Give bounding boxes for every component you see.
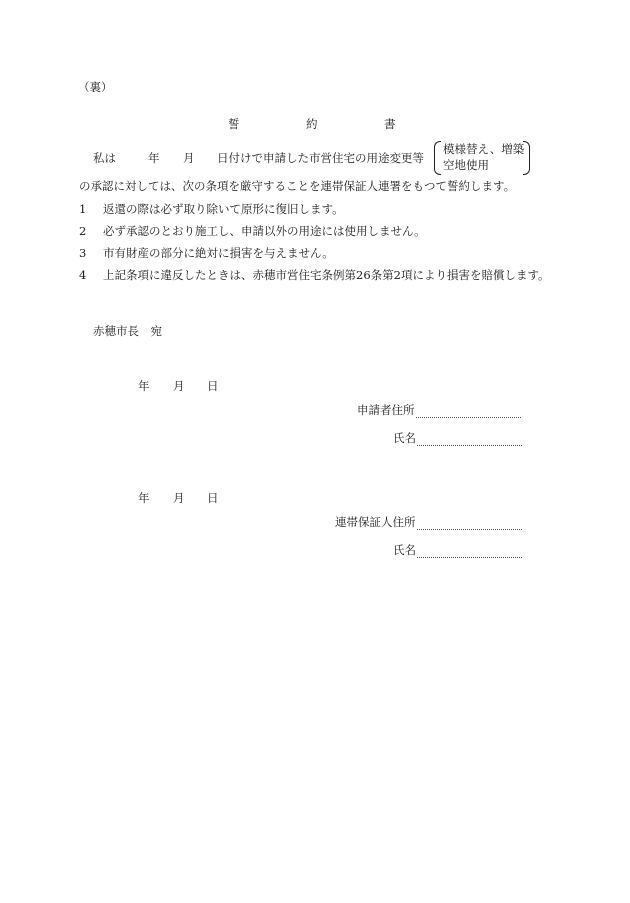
title-char-1: 誓 [228, 117, 240, 131]
clause-text: 返還の際は必ず取り除いて原形に復旧します。 [103, 202, 344, 216]
clause-text: 必ず承認のとおり施工し、申請以外の用途には使用しません。 [103, 224, 426, 238]
document-title [228, 118, 240, 132]
clause-text: 上記条項に違反したときは、赤穂市営住宅条例第26条第2項により損害を賠償します。 [103, 268, 550, 282]
side-label: （裏） [78, 80, 113, 94]
brace-left [434, 141, 441, 175]
addressee: 赤穂市長 宛 [93, 324, 162, 338]
guarantor-name-label: 氏名 [393, 543, 416, 557]
guarantor-address-label: 連帯保証人住所 [335, 515, 416, 529]
clause-number: 1 [79, 202, 87, 216]
applicant-name-field[interactable] [417, 434, 522, 446]
option-vacant-land: 空地使用 [443, 158, 489, 172]
clause-text: 市有財産の部分に絶対に損害を与えません。 [103, 246, 334, 260]
title-char-3: 書 [384, 117, 396, 131]
clause-number: 4 [79, 268, 87, 282]
guarantor-day: 日 [207, 491, 219, 505]
guarantor-address-field[interactable] [417, 518, 522, 530]
clause-number: 2 [79, 224, 87, 238]
title-char-2: 約 [306, 117, 318, 131]
guarantor-address-line [335, 516, 522, 530]
guarantor-name-line [393, 544, 522, 558]
intro-month: 月 [183, 151, 195, 165]
guarantor-month: 月 [173, 491, 185, 505]
brace-right [523, 141, 530, 175]
applicant-name-label: 氏名 [393, 431, 416, 445]
guarantor-year: 年 [138, 491, 150, 505]
option-remodel: 模様替え、増築 [443, 142, 525, 156]
intro-day-text: 日付けで申請した市営住宅の用途変更等 [217, 151, 424, 165]
applicant-address-line [357, 404, 521, 418]
document-title-2 [306, 118, 318, 132]
clause-number: 3 [79, 246, 87, 260]
intro-line-2: の承認に対しては、次の条項を厳守することを連帯保証人連署をもつて誓約します。 [79, 179, 516, 193]
applicant-address-label: 申請者住所 [357, 403, 415, 417]
applicant-address-field[interactable] [416, 406, 521, 418]
applicant-day: 日 [207, 379, 219, 393]
applicant-name-line [393, 432, 522, 446]
guarantor-name-field[interactable] [417, 546, 522, 558]
applicant-year: 年 [138, 379, 150, 393]
intro-year: 年 [148, 151, 160, 165]
applicant-month: 月 [173, 379, 185, 393]
intro-prefix: 私は [93, 151, 116, 165]
document-title-3 [384, 118, 396, 132]
